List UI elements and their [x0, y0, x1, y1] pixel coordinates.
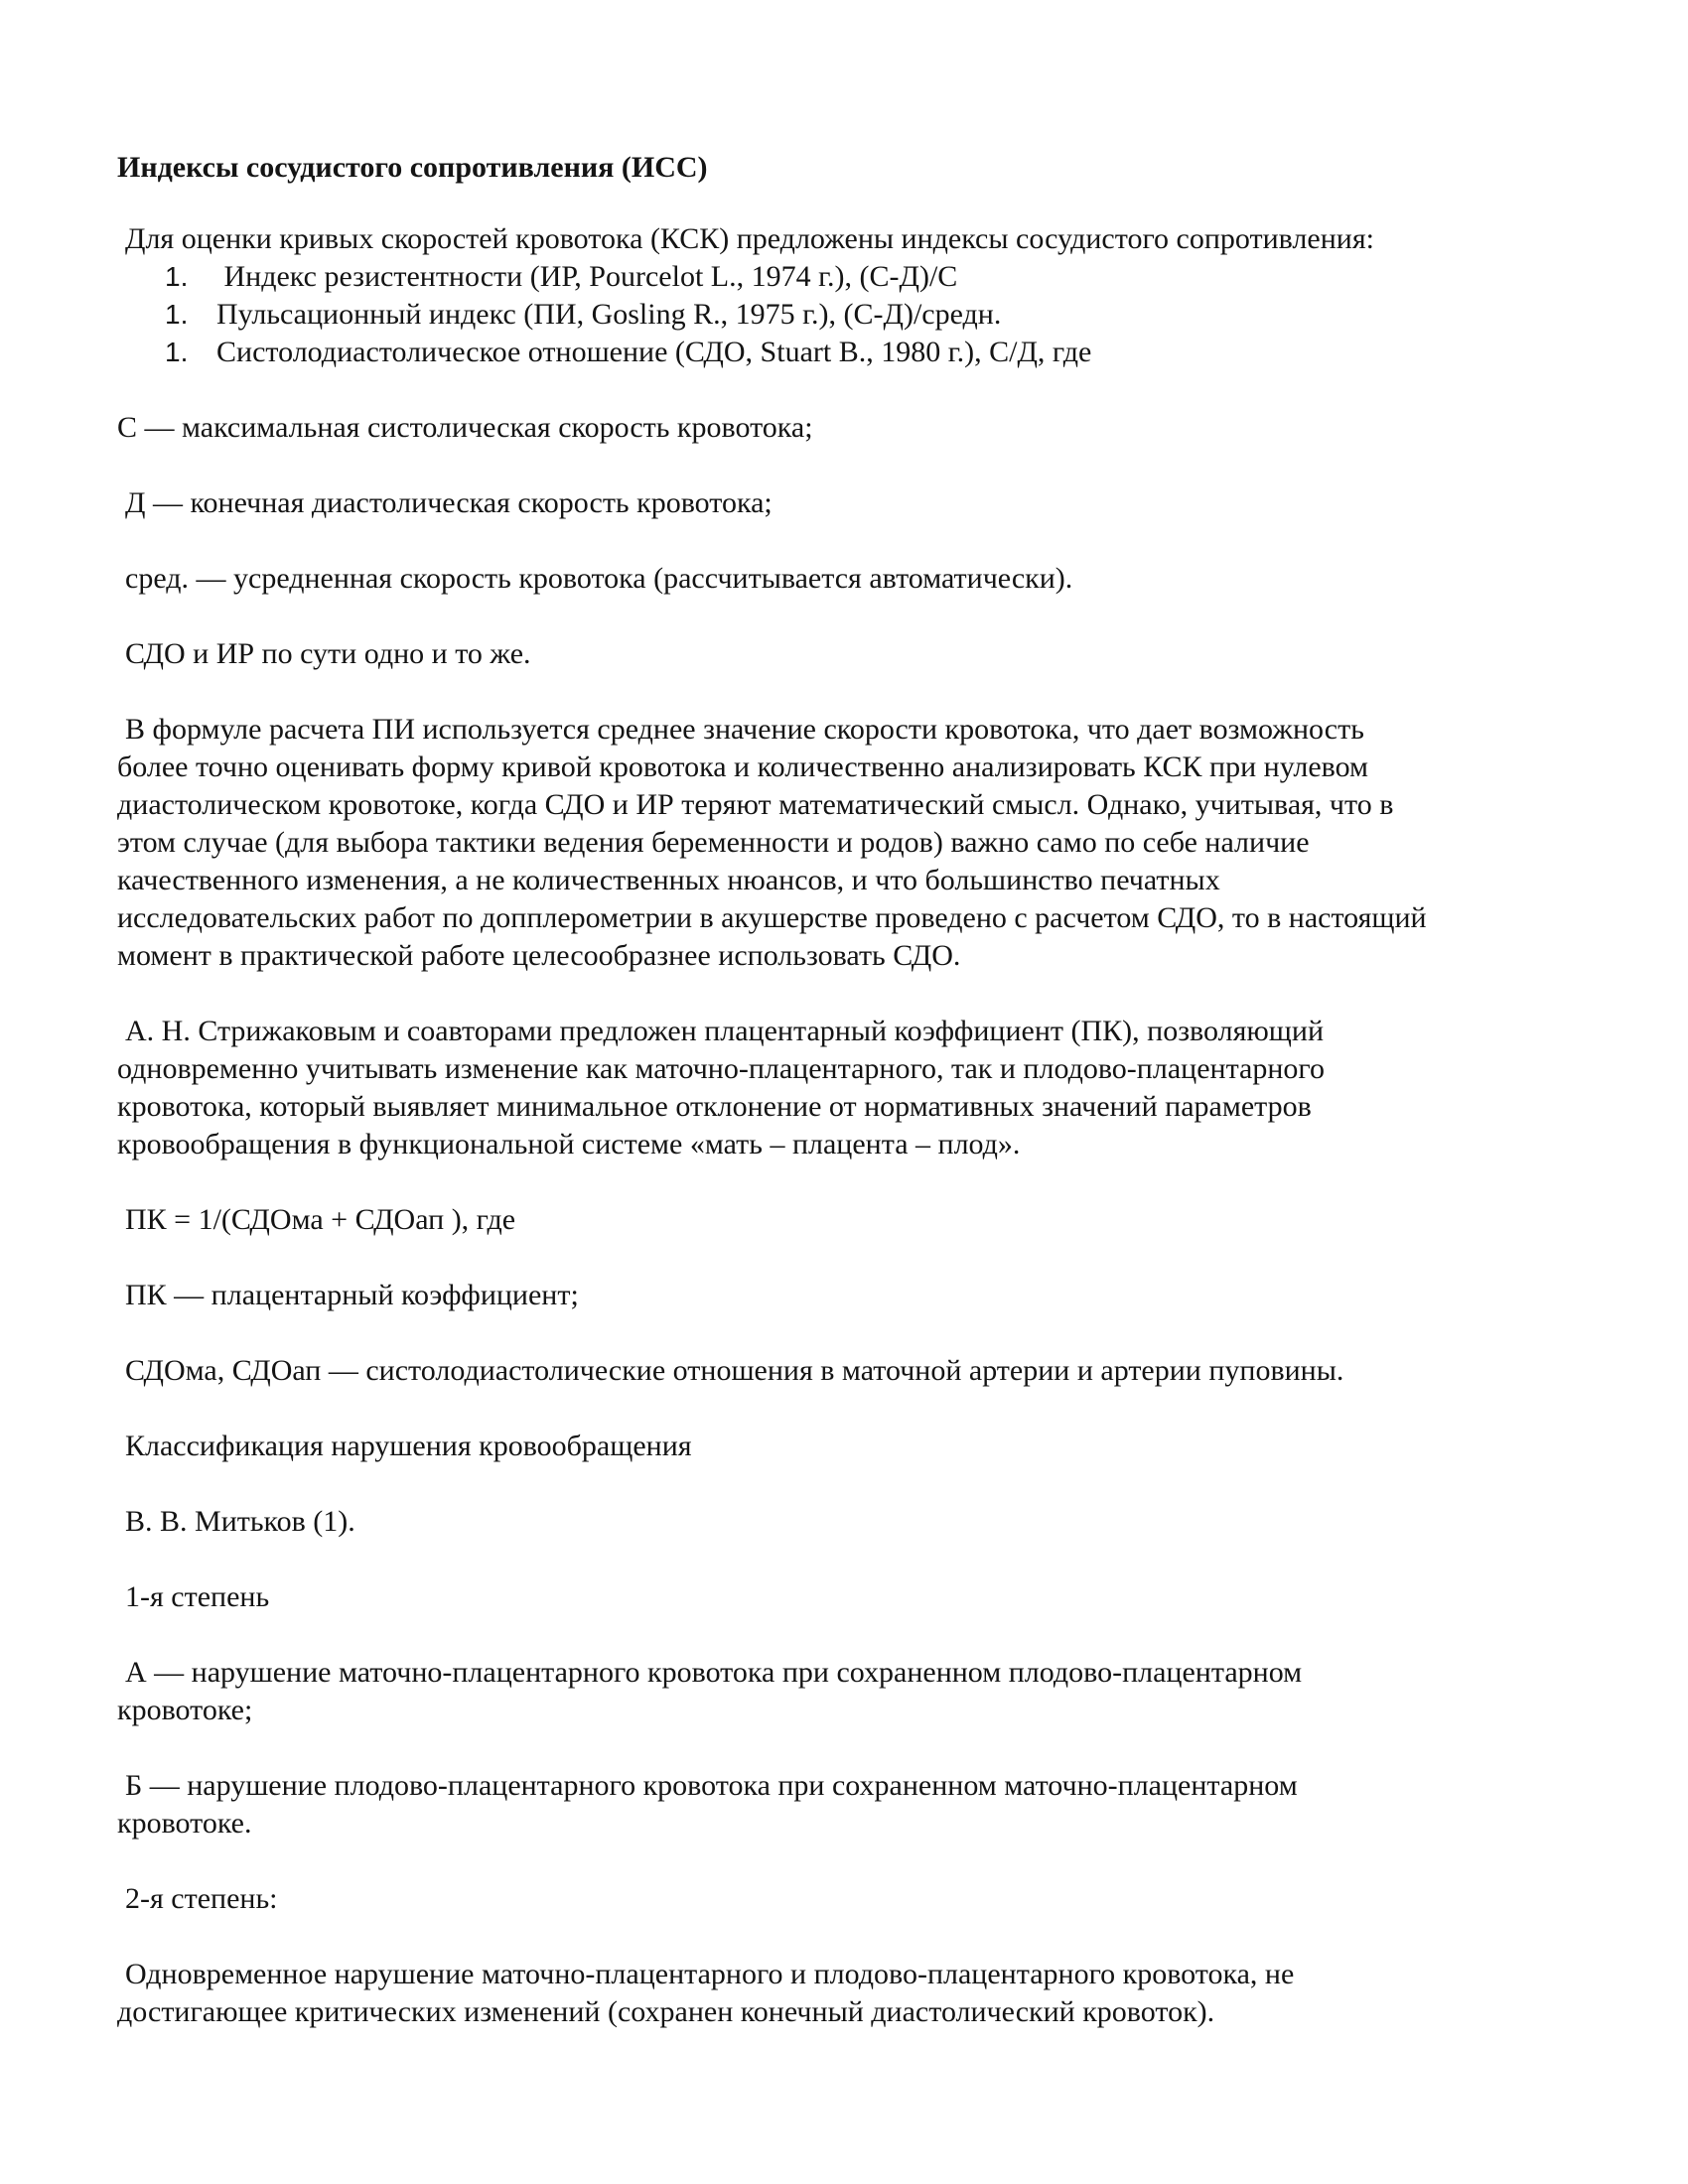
list-item	[117, 296, 1587, 334]
degree-1-b	[117, 1767, 1587, 1843]
degree-2-line: Одновременное нарушение маточно-плацентарного и плодово-плацентарного кровотока, не	[125, 1958, 1295, 1990]
degree-2-title: 2-я степень:	[125, 1882, 278, 1915]
document-page	[117, 149, 1587, 2069]
pi-line: исследовательских работ по допплерометрии в акушерстве проведено с расчетом СДО, то в настоящий	[117, 901, 1427, 934]
pk-line: кровообращения в функциональной системе «мать – плацента – плод».	[117, 1128, 1021, 1160]
definition-sred: сред. — усредненная скорость кровотока (рассчитывается автоматически).	[125, 562, 1073, 595]
pk-paragraph	[117, 1013, 1587, 1163]
degree-2-text	[117, 1956, 1587, 2031]
list-number: 1.	[165, 299, 189, 330]
pi-line: диастолическом кровотоке, когда СДО и ИР теряют математический смысл. Однако, учитывая, что в	[117, 788, 1394, 821]
document-heading: Индексы сосудистого сопротивления (ИСС)	[117, 151, 708, 184]
classification-author: В. В. Митьков (1).	[125, 1505, 355, 1538]
pk-line: кровотока, который выявляет минимальное отклонение от нормативных значений параметров	[117, 1090, 1312, 1123]
list-item-text: Систолодиастолическое отношение (СДО, Stuart B., 1980 г.), С/Д, где	[216, 336, 1092, 368]
pi-line: качественного изменения, а не количественных нюансов, и что большинство печатных	[117, 864, 1220, 896]
definition-s: С — максимальная систолическая скорость кровотока;	[117, 411, 813, 444]
pk-line: одновременно учитывать изменение как маточно-плацентарного, так и плодово-плацентарного	[117, 1052, 1325, 1085]
list-number: 1.	[165, 261, 189, 292]
classification-title: Классификация нарушения кровообращения	[125, 1430, 692, 1462]
sdo-definition: СДОма, СДОап — систолодиастолические отношения в маточной артерии и артерии пуповины.	[125, 1354, 1344, 1387]
pi-line: этом случае (для выбора тактики ведения беременности и родов) важно само по себе наличие	[117, 826, 1310, 859]
degree-1-b-line: кровотоке.	[117, 1807, 252, 1840]
pi-line: В формуле расчета ПИ используется среднее значение скорости кровотока, что дает возможность	[125, 713, 1364, 746]
pi-line: более точно оценивать форму кривой кровотока и количественно анализировать КСК при нулевом	[117, 751, 1369, 783]
pi-line: момент в практической работе целесообразнее использовать СДО.	[117, 939, 961, 972]
pi-paragraph	[117, 711, 1587, 975]
degree-2-line: достигающее критических изменений (сохранен конечный диастолический кровоток).	[117, 1995, 1215, 2028]
pk-formula: ПК = 1/(СДОма + СДОап ), где	[125, 1203, 516, 1236]
pk-definition: ПК — плацентарный коэффициент;	[125, 1279, 579, 1311]
list-item	[117, 258, 1587, 296]
degree-1-a-line: кровотоке;	[117, 1694, 253, 1726]
list-item-text: Пульсационный индекс (ПИ, Gosling R., 1975 г.), (С-Д)/средн.	[216, 298, 1002, 331]
pk-line: А. Н. Стрижаковым и соавторами предложен плацентарный коэффициент (ПК), позволяющий	[125, 1015, 1325, 1047]
definition-d: Д — конечная диастолическая скорость кровотока;	[125, 486, 773, 519]
list-item-text: Индекс резистентности (ИР, Pourcelot L., 1974 г.), (С-Д)/С	[216, 260, 958, 293]
indices-list	[117, 258, 1587, 371]
sdo-ir-note: СДО и ИР по сути одно и то же.	[125, 637, 531, 670]
intro-paragraph: Для оценки кривых скоростей кровотока (КСК) предложены индексы сосудистого сопротивления:	[125, 222, 1374, 255]
list-number: 1.	[165, 337, 189, 367]
degree-1-a-line: А — нарушение маточно-плацентарного кровотока при сохраненном плодово-плацентарном	[125, 1656, 1303, 1689]
list-item	[117, 334, 1587, 371]
degree-1-a	[117, 1654, 1587, 1729]
degree-1-b-line: Б — нарушение плодово-плацентарного кровотока при сохраненном маточно-плацентарном	[125, 1769, 1298, 1802]
degree-1-title: 1-я степень	[125, 1580, 270, 1613]
